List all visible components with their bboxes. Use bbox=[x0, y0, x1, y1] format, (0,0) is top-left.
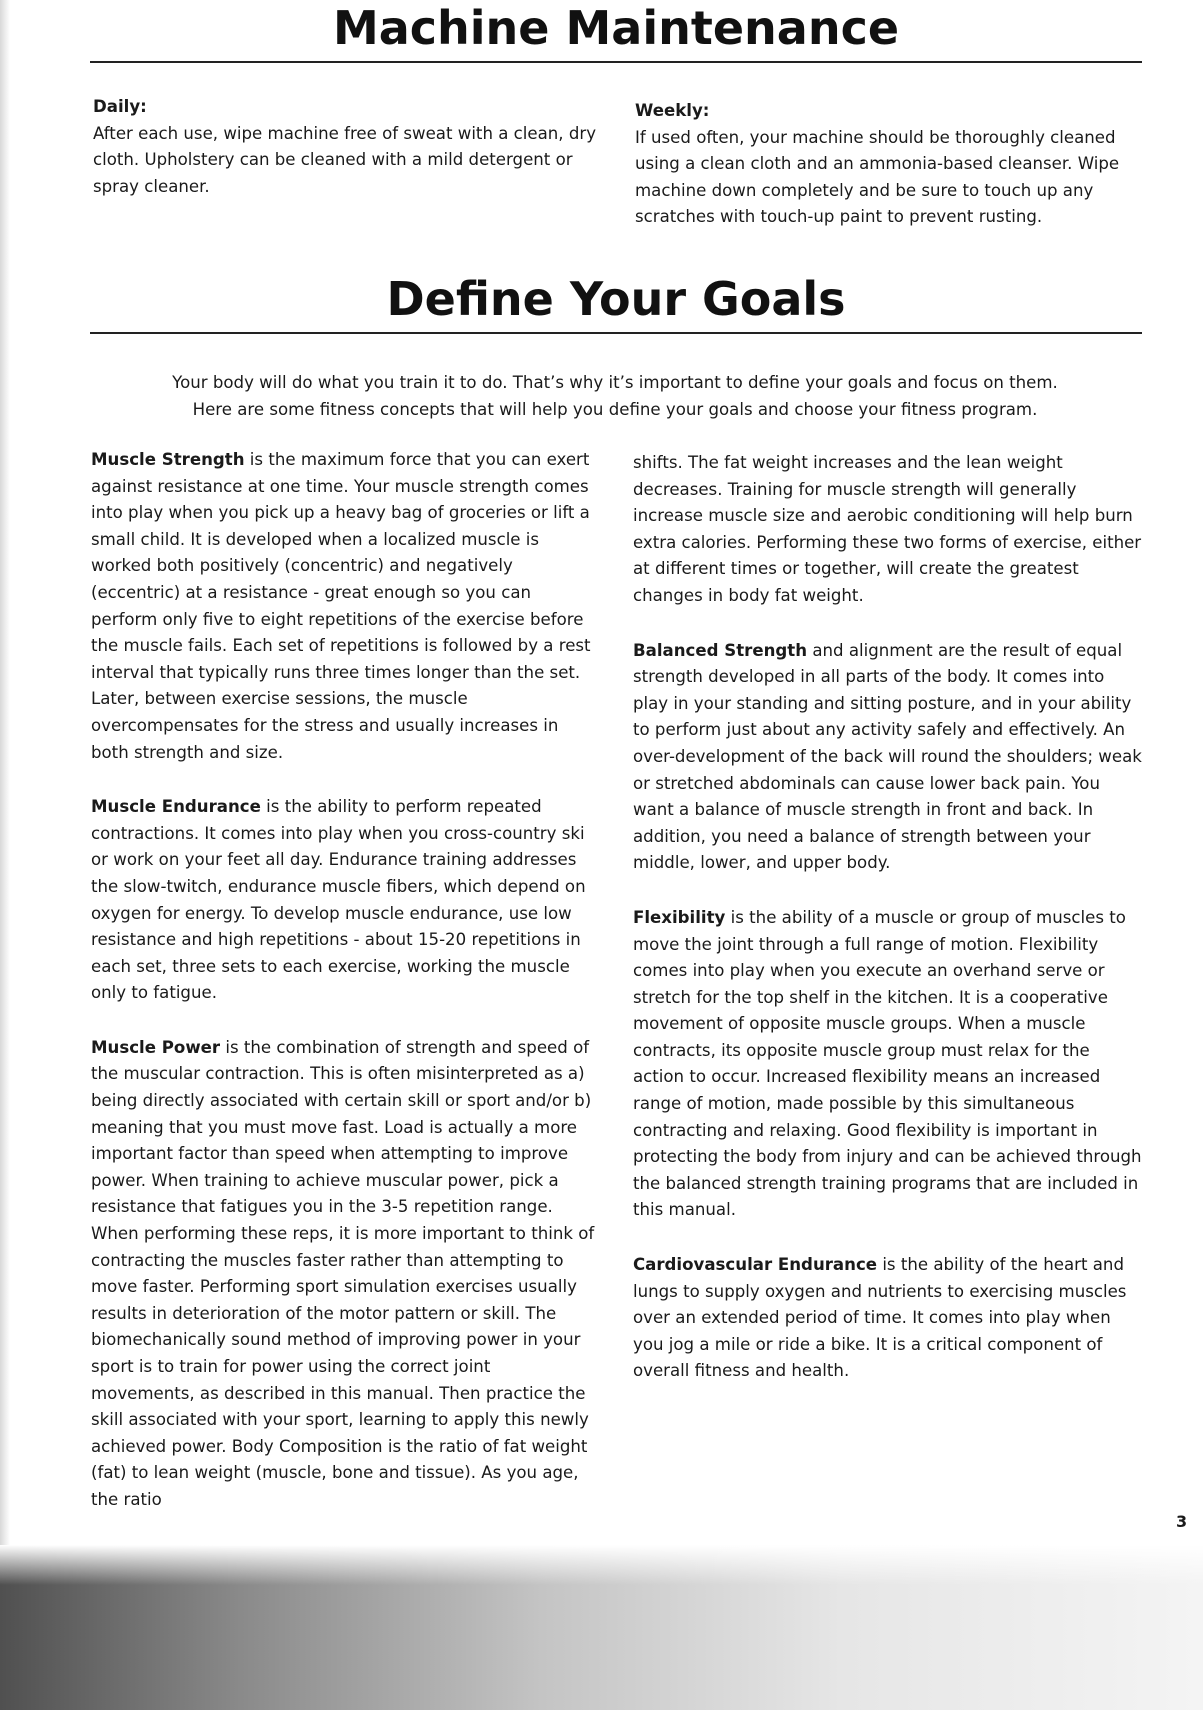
balanced-strength-text: and alignment are the result of equal strength developed in all parts of the body. It comes into play in your standing and sitting posture, and in your ability to perform just about any activity safely and effectively. An over-development of the back will round the shoulders; weak or stretched abdominals can cause lower back pain. You want a balance of muscle strength in front and back. In addition, you need a balance of strength between your middle, lower, and upper body. bbox=[633, 640, 1142, 873]
daily-text: After each use, wipe machine free of sweat with a clean, dry cloth. Upholstery can be cleaned with a mild detergent or spray cleaner. bbox=[93, 123, 597, 196]
muscle-endurance-text: is the ability to perform repeated contractions. It comes into play when you cross-country ski or work on your feet all day. Endurance training addresses the slow-twitch, endurance muscle fibers, which depend on oxygen for energy. To develop muscle endurance, use low resistance and high repetitions - about 15-20 repetitions in each set, three sets to each exercise, working the muscle only to fatigue. bbox=[91, 797, 586, 1003]
cardiovascular-endurance-paragraph bbox=[633, 1252, 1143, 1385]
goals-divider bbox=[90, 332, 1142, 334]
muscle-power-term: Muscle Power bbox=[91, 1037, 221, 1057]
right-column bbox=[633, 450, 1143, 1385]
weekly-heading: Weekly: bbox=[635, 101, 710, 120]
goals-title: Define Your Goals bbox=[386, 272, 846, 326]
muscle-power-text: is the combination of strength and speed of the muscular contraction. This is often misinterpreted as a) being directly associated with certain skill or sport and/or b) meaning that you must move fast. Load is actually a more important factor than speed when attempting to improve power. When training to achieve muscular power, pick a resistance that fatigues you in the 3-5 repetition range. When performing these reps, it is more important to think of contracting the muscles faster rather than attempting to move faster. Performing sport simulation exercises usually results in deterioration of the motor pattern or skill. The biomechanically sound method of improving power in your sport is to train for power using the correct joint movements, as described in this manual. Then practice the skill associated with your sport, learning to apply this newly achieved power. Body Composition is the ratio of fat weight (fat) to lean weight (muscle, bone and tissue). As you age, the ratio bbox=[91, 1037, 595, 1509]
muscle-strength-paragraph bbox=[91, 447, 596, 766]
flexibility-text: is the ability of a muscle or group of muscles to move the joint through a full range of motion. Flexibility comes into play when you execute an overhand serve or stretch for the top shelf in the kitchen. It is a cooperative movement of opposite muscle groups. When a muscle contracts, its opposite muscle group must relax for the action to occur. Increased flexibility means an increased range of motion, made possible by this simultaneous contracting and relaxing. Good flexibility is important in protecting the body from injury and can be achieved through the balanced strength training programs that are included in this manual. bbox=[633, 907, 1142, 1220]
goals-intro-line-2: Here are some fitness concepts that will help you define your goals and choose your fitness program. bbox=[192, 400, 1038, 419]
muscle-strength-text: is the maximum force that you can exert against resistance at one time. Your muscle strength comes into play when you pick up a heavy bag of groceries or lift a small child. It is developed when a localized muscle is worked both positively (concentric) and negatively (eccentric) at a resistance - great enough so you can perform only five to eight repetitions of the exercise before the muscle fails. Each set of repetitions is followed by a rest interval that typically runs three times longer than the set. Later, between exercise sessions, the muscle overcompensates for the stress and usually increases in both strength and size. bbox=[91, 450, 591, 762]
maintenance-divider bbox=[90, 61, 1142, 63]
muscle-endurance-term: Muscle Endurance bbox=[91, 797, 261, 817]
balanced-strength-term: Balanced Strength bbox=[633, 640, 808, 660]
weekly-text: If used often, your machine should be thoroughly cleaned using a clean cloth and an ammonia-based cleanser. Wipe machine down completely and be sure to touch up any scratches with touch-up paint to prevent rusting. bbox=[635, 127, 1120, 227]
page-number: 3 bbox=[1176, 1512, 1188, 1531]
body-composition-continued: shifts. The fat weight increases and the lean weight decreases. Training for muscle strength will generally increase muscle size and aerobic conditioning will help burn extra calories. Performing these two forms of exercise, either at different times or together, will create the greatest changes in body fat weight. bbox=[633, 453, 1142, 605]
muscle-strength-term: Muscle Strength bbox=[91, 450, 245, 469]
daily-section bbox=[93, 94, 613, 200]
daily-heading: Daily: bbox=[93, 97, 147, 116]
goals-intro bbox=[120, 369, 1110, 423]
cardiovascular-endurance-text: is the ability of the heart and lungs to supply oxygen and nutrients to exercising muscles over an extended period of time. It comes into play when you jog a mile or ride a bike. It is a critical component of overall fitness and health. bbox=[633, 1255, 1127, 1381]
scan-shadow bbox=[0, 1545, 1203, 1710]
muscle-endurance-paragraph bbox=[91, 794, 596, 1007]
flexibility-term: Flexibility bbox=[633, 907, 726, 927]
goals-intro-line-1: Your body will do what you train it to do. That’s why it’s important to define your goals and focus on them. bbox=[172, 373, 1058, 392]
maintenance-title: Machine Maintenance bbox=[332, 1, 900, 55]
balanced-strength-paragraph bbox=[633, 638, 1143, 877]
cardiovascular-endurance-term: Cardiovascular Endurance bbox=[633, 1255, 878, 1275]
left-column bbox=[91, 447, 596, 1514]
flexibility-paragraph bbox=[633, 905, 1143, 1224]
muscle-power-paragraph bbox=[91, 1035, 596, 1514]
weekly-section bbox=[635, 98, 1125, 231]
page-edge-shadow bbox=[0, 0, 10, 1710]
